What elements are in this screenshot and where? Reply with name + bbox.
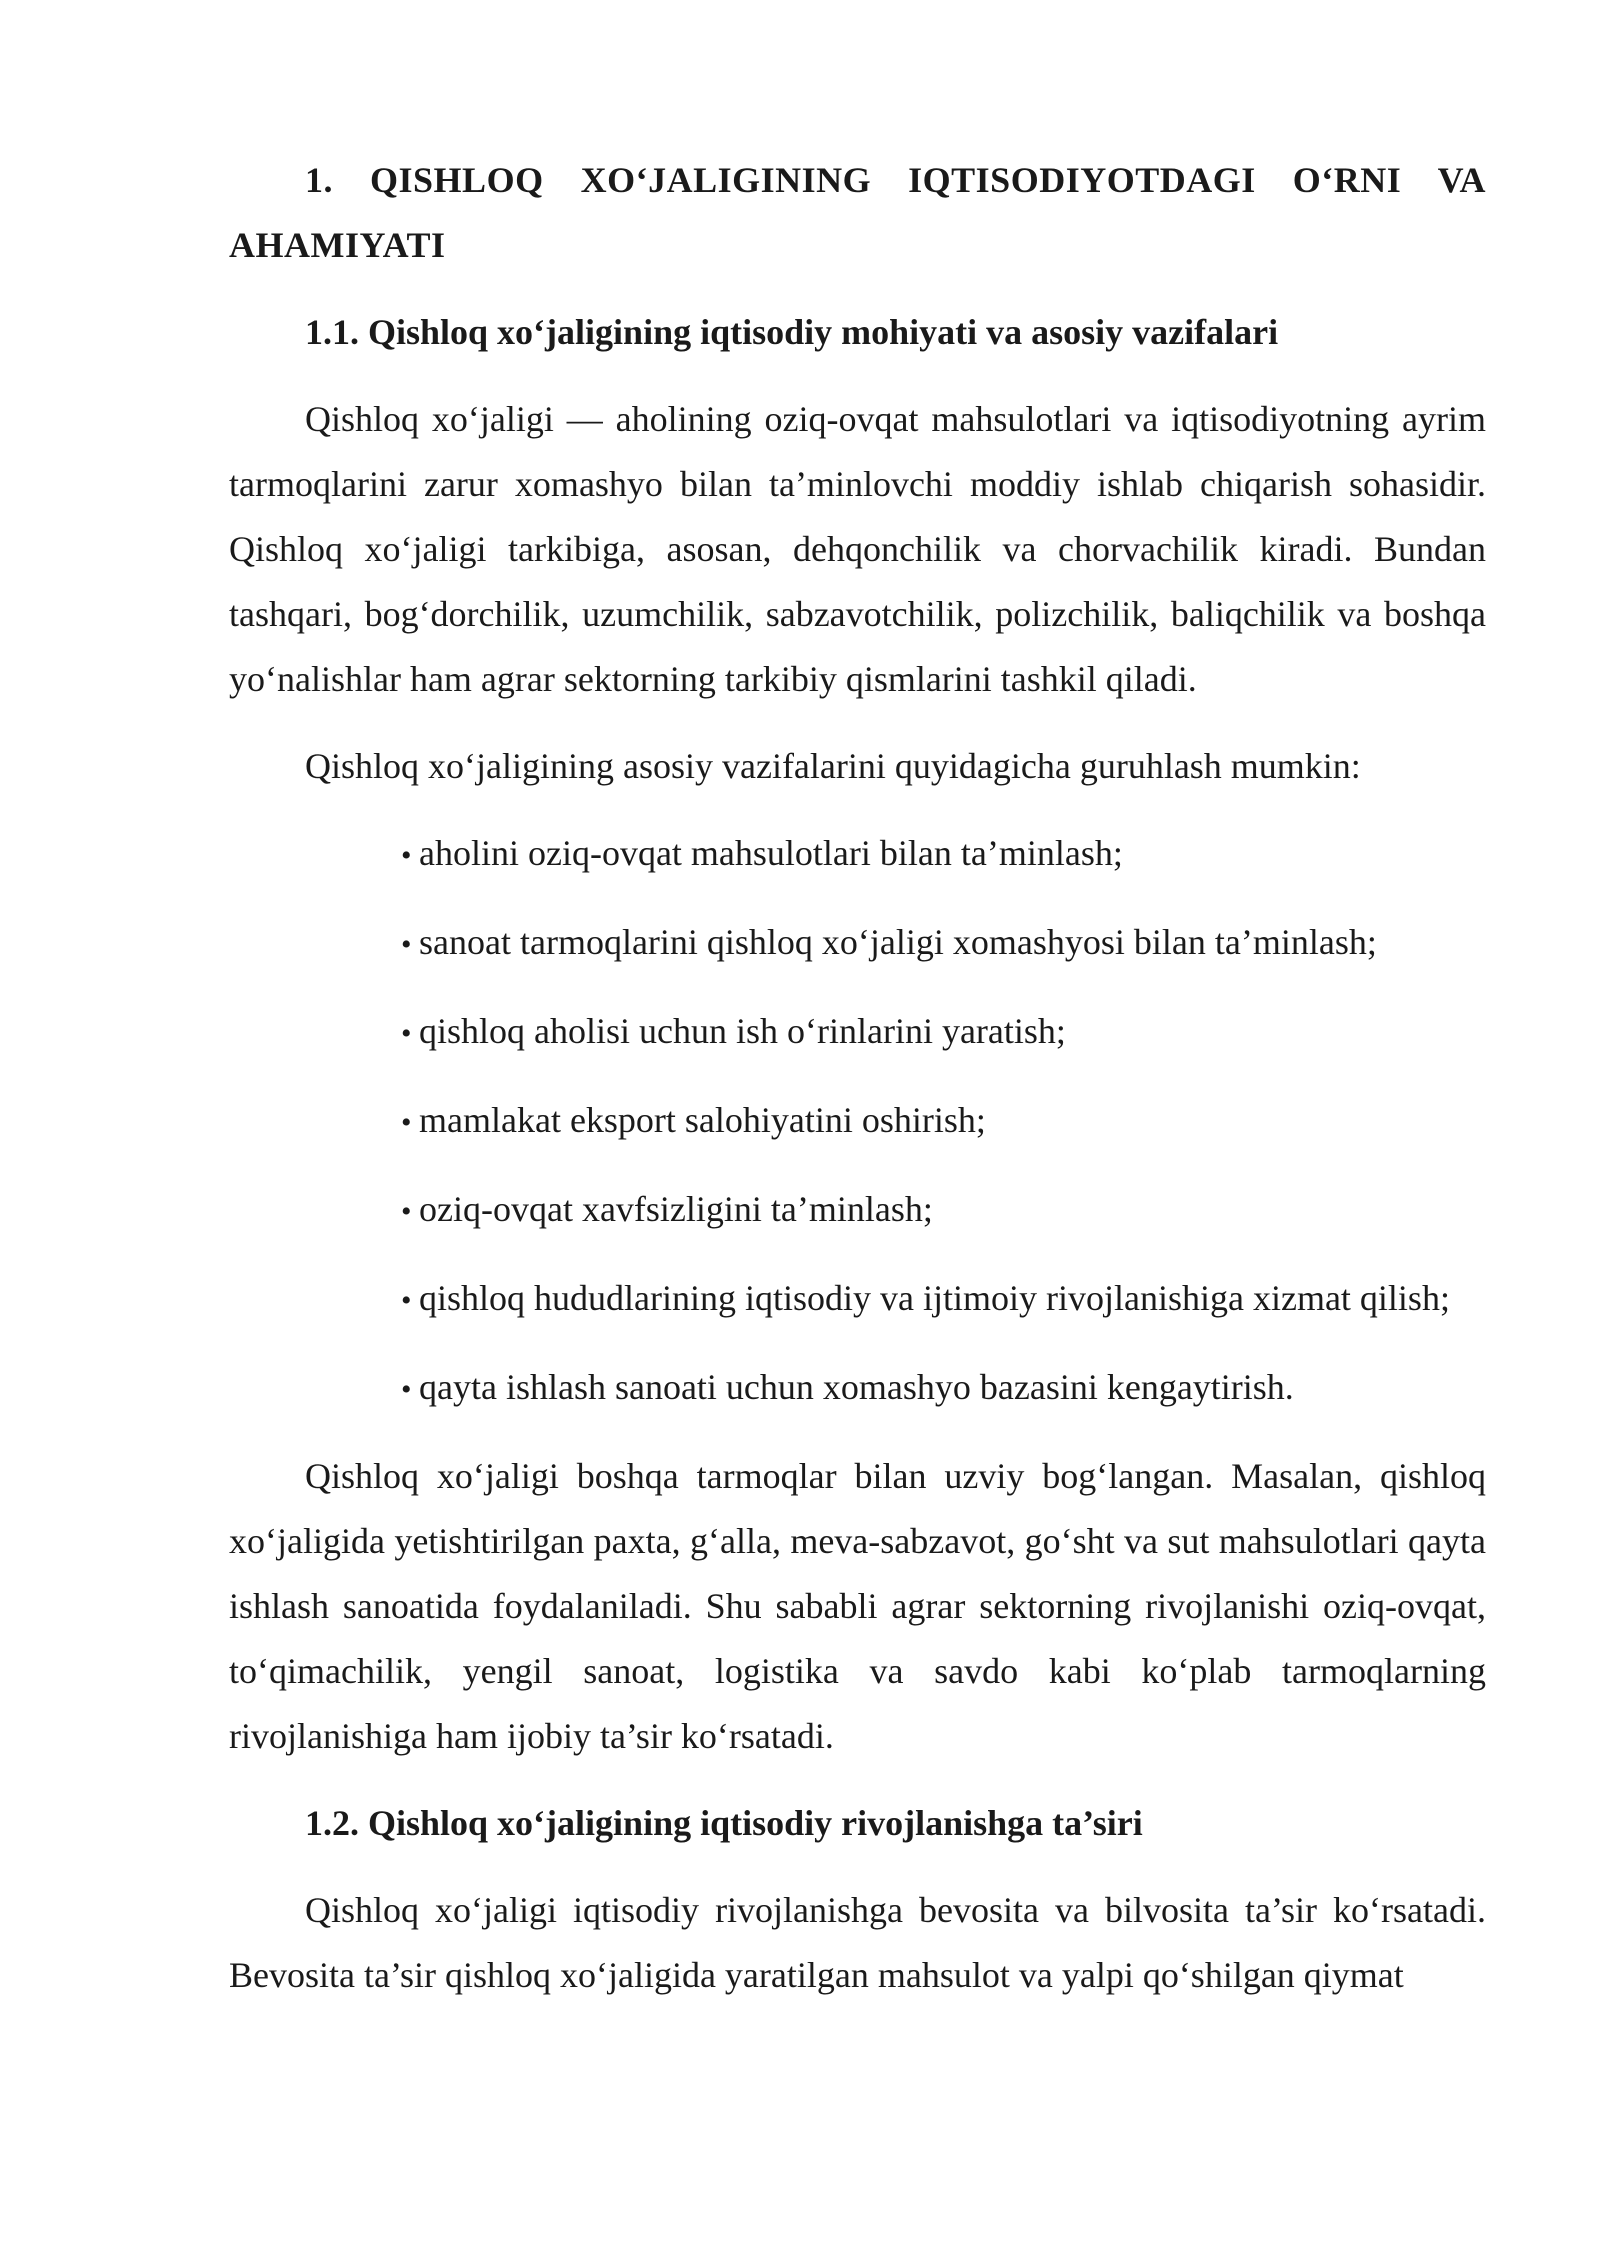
bullet-icon: • [401,1017,412,1050]
chapter-heading: 1. QISHLOQ XO‘JALIGINING IQTISODIYOTDAGI O‘RNI VA AHAMIYATI [229,160,1486,265]
bullet-item [229,910,1486,977]
paragraph: Qishloq xo‘jaligi iqtisodiy rivojlanishga bevosita va bilvosita ta’sir ko‘rsatadi. Bevosita ta’sir qishloq xo‘jaligida yaratilgan mahsulot va yalpi qo‘shilgan qiymat [229,1890,1486,1995]
bullet-item [229,1355,1486,1422]
bullet-item [229,1088,1486,1155]
bullet-text: qishloq hududlarining iqtisodiy va ijtimoiy rivojlanishiga xizmat qilish; [419,1278,1450,1318]
bullet-icon: • [401,1373,412,1406]
bullet-text: mamlakat eksport salohiyatini oshirish; [419,1100,986,1140]
paragraph: Qishloq xo‘jaligi — aholining oziq-ovqat mahsulotlari va iqtisodiyotning ayrim tarmoqlarini zarur xomashyo bilan ta’minlovchi moddiy ishlab chiqarish sohasidir. Qishloq xo‘jaligi tarkibiga, asosan, dehqonchilik va chorvachilik kiradi. Bundan tashqari, bog‘dorchilik, uzumchilik, sabzavotchilik, polizchilik, baliqchilik va boshqa yo‘nalishlar ham agrar sektorning tarkibiy qismlarini tashkil qiladi. [229,399,1486,699]
bullet-icon: • [401,1284,412,1317]
bullet-text: sanoat tarmoqlarini qishloq xo‘jaligi xomashyosi bilan ta’minlash; [419,922,1377,962]
paragraph: Qishloq xo‘jaligi boshqa tarmoqlar bilan uzviy bog‘langan. Masalan, qishloq xo‘jaligida yetishtirilgan paxta, g‘alla, meva-sabzavot, go‘sht va sut mahsulotlari qayta ishlash sanoatida foydalaniladi. Shu sababli agrar sektorning rivojlanishi oziq-ovqat, to‘qimachilik, yengil sanoat, logistika va savdo kabi ko‘plab tarmoqlarning rivojlanishiga ham ijobiy ta’sir ko‘rsatadi. [229,1456,1486,1756]
bullet-text: aholini oziq-ovqat mahsulotlari bilan ta’minlash; [419,833,1123,873]
bullet-text: qayta ishlash sanoati uchun xomashyo bazasini kengaytirish. [419,1367,1294,1407]
section-heading-1-2: 1.2. Qishloq xo‘jaligining iqtisodiy rivojlanishga ta’siri [305,1803,1143,1843]
bullet-text: oziq-ovqat xavfsizligini ta’minlash; [419,1189,933,1229]
bullet-icon: • [401,1195,412,1228]
bullet-item [229,1266,1486,1333]
functions-bullet-list [229,821,1486,1422]
bullet-item [229,1177,1486,1244]
bullet-icon: • [401,1106,412,1139]
document-page [229,148,1486,2030]
section-heading-1-1: 1.1. Qishloq xo‘jaligining iqtisodiy mohiyati va asosiy vazifalari [305,312,1279,352]
paragraph: Qishloq xo‘jaligining asosiy vazifalarini quyidagicha guruhlash mumkin: [305,746,1361,786]
bullet-text: qishloq aholisi uchun ish o‘rinlarini yaratish; [419,1011,1066,1051]
bullet-item [229,821,1486,888]
bullet-icon: • [401,928,412,961]
bullet-icon: • [401,839,412,872]
bullet-item [229,999,1486,1066]
